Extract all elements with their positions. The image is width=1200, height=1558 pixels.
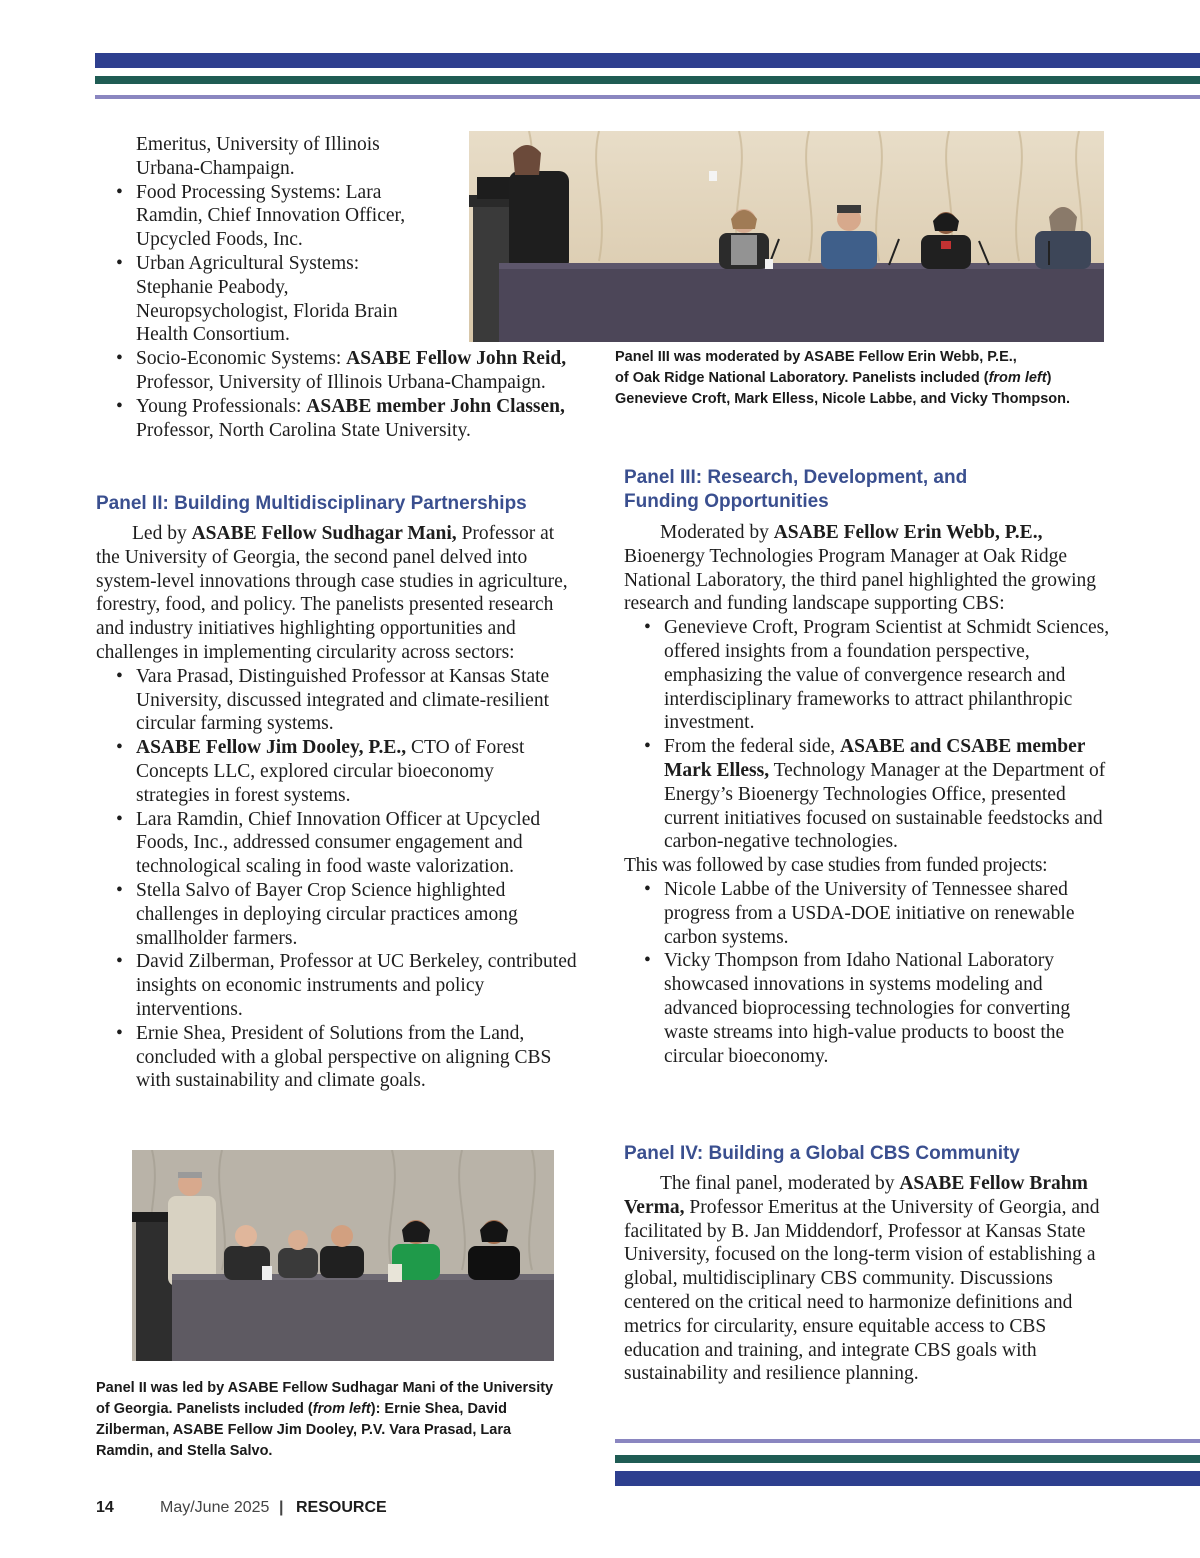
panel4-body [624, 1172, 1110, 1386]
page-footer [96, 1499, 596, 1521]
panel2-intro: Led by ASABE Fellow Sudhagar Mani, Professor at the University of Georgia, the second panel delved into system-level innovations through case studies in agriculture, forestry, food, and policy. The panelists presented research and industry initiatives highlighting opportunities and challenges in implementing circularity across sectors: [96, 523, 568, 663]
top-rule-navy [95, 53, 1200, 68]
magazine-name: RESOURCE [296, 1499, 387, 1516]
list-item: • Food Processing Systems: Lara Ramdin, Chief Innovation Officer, Upcycled Foods, Inc. [96, 181, 441, 252]
list-item: • Lara Ramdin, Chief Innovation Officer at Upcycled Foods, Inc., addressed consumer engagement and technological scaling in food waste valorization. [96, 808, 578, 879]
panel2-photo [132, 1150, 554, 1361]
bottom-rule-navy [615, 1471, 1200, 1486]
list-item: • ASABE Fellow Jim Dooley, P.E., CTO of Forest Concepts LLC, explored circular bioeconomy strategies in forest systems. [96, 736, 536, 807]
lead-line: Emeritus, University of Illinois [136, 134, 380, 155]
panel2-caption: Panel II was led by ASABE Fellow Sudhagar Mani of the University of Georgia. Panelists included (from left): Ernie Shea, David Zilberman, ASABE Fellow Jim Dooley, P.V. Vara Prasad, Lara Ramdin, and Stella Salvo. [96, 1380, 554, 1459]
panel3-followed: This was followed by case studies from funded projects: [624, 855, 1048, 877]
panel3-photo [469, 131, 1104, 342]
panel2-body [96, 522, 578, 1093]
panel3-heading: Panel III: Research, Development, and Funding Opportunities [624, 467, 968, 512]
bottom-rule-teal [615, 1455, 1200, 1463]
panel3-intro: Moderated by ASABE Fellow Erin Webb, P.E., Bioenergy Technologies Program Manager at Oak Ridge National Laboratory, the third panel highlighted the growing research and funding landscape supporting CBS: [624, 522, 1097, 615]
list-item: • Urban Agricultural Systems: Stephanie Peabody, Neuropsychologist, Florida Brain Health Consortium. [96, 252, 426, 347]
panel4-heading: Panel IV: Building a Global CBS Community [624, 1143, 1020, 1164]
list-item: • Stella Salvo of Bayer Crop Science highlighted challenges in deploying circular practices among smallholder farmers. [96, 879, 578, 950]
top-rule-lavender [95, 95, 1200, 99]
footer-separator: | [279, 1499, 284, 1516]
panel2-heading: Panel II: Building Multidisciplinary Partnerships [96, 493, 527, 514]
list-item: • Vara Prasad, Distinguished Professor at Kansas State University, discussed integrated and climate-resilient circular farming systems. [96, 665, 578, 736]
list-item: • Socio-Economic Systems: ASABE Fellow John Reid, Professor, University of Illinois Urbana-Champaign. [96, 347, 586, 395]
page-number: 14 [96, 1499, 114, 1516]
panel3-caption: Panel III was moderated by ASABE Fellow Erin Webb, P.E., of Oak Ridge National Laboratory. Panelists included (from left) Genevieve Croft, Mark Elless, Nicole Labbe, and Vicky Thompson. [615, 349, 1071, 407]
issue-date: May/June 2025 [160, 1499, 270, 1516]
lead-line: Urbana-Champaign. [136, 157, 295, 179]
list-item: • David Zilberman, Professor at UC Berkeley, contributed insights on economic instruments and policy interventions. [96, 950, 578, 1021]
list-item: • Nicole Labbe of the University of Tennessee shared progress from a USDA-DOE initiative on renewable carbon systems. [624, 878, 1110, 949]
bottom-rule-lavender [615, 1439, 1200, 1443]
list-item: • Vicky Thompson from Idaho National Laboratory showcased innovations in systems modeling and advanced bioprocessing technologies for converting waste streams into high-value products to boost the circular bioeconomy. [624, 949, 1110, 1068]
list-item: • From the federal side, ASABE and CSABE member Mark Elless, Technology Manager at the Department of Energy’s Bioenergy Technologies Office, presented current initiatives focused on sustainable feedstocks and carbon-negative technologies. [624, 735, 1110, 854]
list-item: • Genevieve Croft, Program Scientist at Schmidt Sciences, offered insights from a foundation perspective, emphasizing the value of convergence research and interdisciplinary frameworks to attract philanthropic investment. [624, 616, 1110, 735]
list-item: • Young Professionals: ASABE member John Classen, Professor, North Carolina State University. [96, 395, 586, 443]
panel4-intro: The final panel, moderated by ASABE Fellow Brahm Verma, Professor Emeritus at the University of Georgia, and facilitated by B. Jan Middendorf, Professor at Kansas State University, focused on the long-term vision of establishing a global, multidisciplinary CBS community. Discussions centered on the critical need to harmonize definitions and metrics for circularity, ensure equitable access to CBS education and training, and integrate CBS goals with sustainability and resilience planning. [624, 1173, 1100, 1385]
panel3-body [624, 521, 1110, 1068]
top-rule-teal [95, 76, 1200, 84]
list-item: • Ernie Shea, President of Solutions from the Land, concluded with a global perspective on aligning CBS with sustainability and climate goals. [96, 1022, 578, 1093]
